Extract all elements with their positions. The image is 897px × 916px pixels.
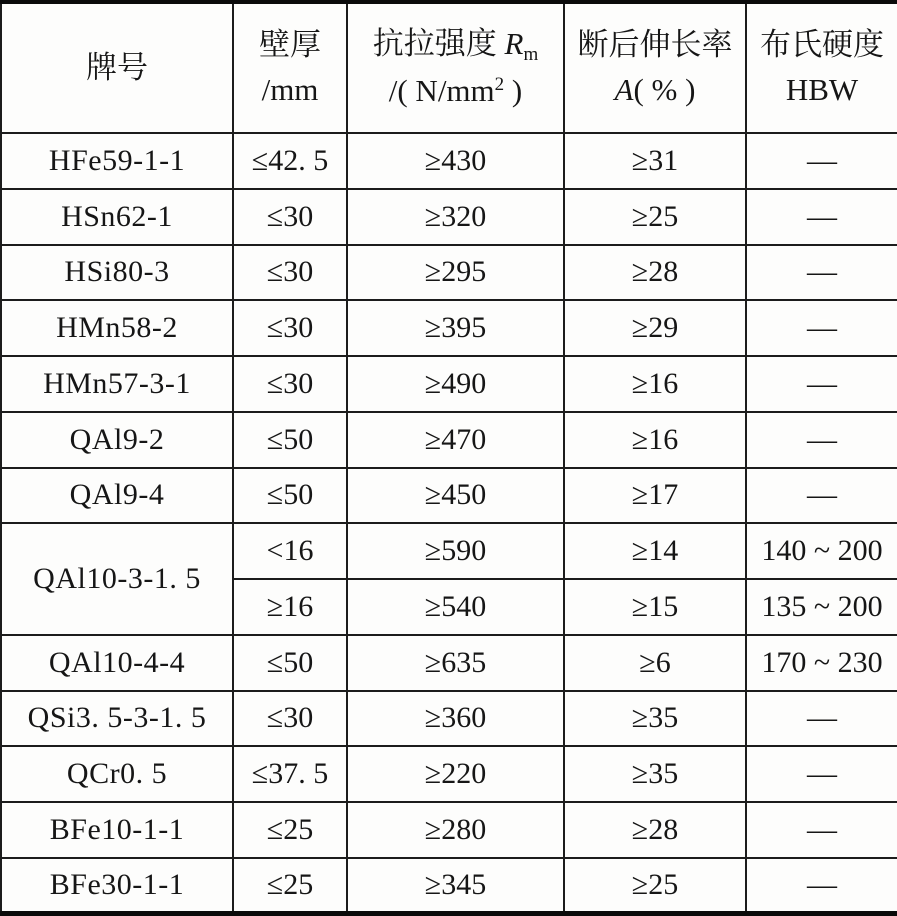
tensile-symbol: R: [504, 26, 524, 62]
hardness-cell: 140 ~ 200: [746, 523, 897, 579]
grade-cell: QAl9-4: [1, 468, 233, 524]
table-row: [1, 468, 897, 524]
elongation-cell: ≥25: [564, 189, 746, 245]
elongation-cell: ≥31: [564, 133, 746, 189]
tensile-cell: ≥470: [347, 412, 564, 468]
table-row: [1, 802, 897, 858]
wall-thickness-cell: ≤50: [233, 635, 347, 691]
tensile-cell: ≥635: [347, 635, 564, 691]
grade-cell: QAl10-4-4: [1, 635, 233, 691]
hardness-cell: —: [746, 189, 897, 245]
tensile-cell: ≥220: [347, 746, 564, 802]
header-wall-line1: 壁厚: [259, 27, 321, 63]
elongation-cell: ≥28: [564, 802, 746, 858]
grade-cell: BFe10-1-1: [1, 802, 233, 858]
wall-thickness-cell: ≤50: [233, 468, 347, 524]
table-row: [1, 691, 897, 747]
hardness-cell: —: [746, 412, 897, 468]
header-hardness-line2: HBW: [785, 72, 859, 107]
hardness-cell: —: [746, 746, 897, 802]
wall-thickness-cell: ≤30: [233, 356, 347, 412]
tensile-cell: ≥280: [347, 802, 564, 858]
grade-cell: HFe59-1-1: [1, 133, 233, 189]
tensile-cell: ≥450: [347, 468, 564, 524]
table-row: [1, 412, 897, 468]
hardness-cell: —: [746, 858, 897, 914]
wall-thickness-cell: <16: [233, 523, 347, 579]
header-elongation: [564, 2, 746, 133]
tensile-cell: ≥345: [347, 858, 564, 914]
table-row: [1, 300, 897, 356]
elongation-cell: ≥6: [564, 635, 746, 691]
hardness-cell: —: [746, 802, 897, 858]
wall-thickness-cell: ≤30: [233, 691, 347, 747]
wall-thickness-cell: ≤50: [233, 412, 347, 468]
table-row: [1, 245, 897, 301]
grade-cell: HMn57-3-1: [1, 356, 233, 412]
wall-thickness-cell: ≤37. 5: [233, 746, 347, 802]
tensile-symbol-subscript: m: [523, 44, 539, 66]
tensile-cell: ≥430: [347, 133, 564, 189]
tensile-cell: ≥395: [347, 300, 564, 356]
table-row: [1, 356, 897, 412]
tensile-cell: ≥295: [347, 245, 564, 301]
elongation-cell: ≥16: [564, 412, 746, 468]
tensile-cell: ≥490: [347, 356, 564, 412]
header-grade: [1, 2, 233, 133]
hardness-cell: 135 ~ 200: [746, 579, 897, 635]
elongation-cell: ≥14: [564, 523, 746, 579]
elongation-cell: ≥17: [564, 468, 746, 524]
wall-thickness-cell: ≤25: [233, 858, 347, 914]
tensile-cell: ≥540: [347, 579, 564, 635]
tensile-cell: ≥590: [347, 523, 564, 579]
header-hardness-line1: 布氏硬度: [760, 27, 884, 63]
tensile-unit-superscript: 2: [494, 73, 505, 95]
tensile-cell: ≥360: [347, 691, 564, 747]
table-row: [1, 523, 897, 579]
elongation-cell: ≥28: [564, 245, 746, 301]
table-row: [1, 858, 897, 914]
wall-thickness-cell: ≤30: [233, 300, 347, 356]
grade-cell: QSi3. 5-3-1. 5: [1, 691, 233, 747]
header-row: [1, 2, 897, 133]
hardness-cell: —: [746, 133, 897, 189]
header-tensile-strength: [347, 2, 564, 133]
table-row: [1, 189, 897, 245]
header-grade-label: 牌号: [86, 49, 148, 85]
elongation-cell: ≥35: [564, 691, 746, 747]
table-row: [1, 746, 897, 802]
wall-thickness-cell: ≤30: [233, 245, 347, 301]
wall-thickness-cell: ≤30: [233, 189, 347, 245]
grade-cell: HMn58-2: [1, 300, 233, 356]
header-elongation-line1: 断后伸长率: [577, 27, 733, 63]
elongation-cell: ≥29: [564, 300, 746, 356]
grade-cell: HSn62-1: [1, 189, 233, 245]
elongation-symbol: A: [614, 72, 634, 107]
header-tensile-line2: /( $N/mm^2$ ): [388, 72, 523, 108]
hardness-cell: —: [746, 356, 897, 412]
hardness-cell: —: [746, 300, 897, 356]
table-row: [1, 133, 897, 189]
grade-cell: QCr0. 5: [1, 746, 233, 802]
wall-thickness-cell: ≤25: [233, 802, 347, 858]
grade-cell: BFe30-1-1: [1, 858, 233, 914]
header-wall-thickness: [233, 2, 347, 133]
elongation-cell: ≥16: [564, 356, 746, 412]
grade-cell: QAl9-2: [1, 412, 233, 468]
header-tensile-line1: 抗拉强度 Rm: [372, 26, 539, 66]
wall-thickness-cell: ≥16: [233, 579, 347, 635]
elongation-cell: ≥25: [564, 858, 746, 914]
tensile-cell: ≥320: [347, 189, 564, 245]
grade-cell: HSi80-3: [1, 245, 233, 301]
hardness-cell: —: [746, 468, 897, 524]
wall-thickness-cell: ≤42. 5: [233, 133, 347, 189]
hardness-cell: —: [746, 245, 897, 301]
elongation-cell: ≥35: [564, 746, 746, 802]
elongation-cell: ≥15: [564, 579, 746, 635]
header-hardness: [746, 2, 897, 133]
table-row: [1, 635, 897, 691]
grade-cell: QAl10-3-1. 5: [1, 523, 233, 635]
hardness-cell: —: [746, 691, 897, 747]
header-wall-line2: /mm: [261, 72, 319, 107]
header-elongation-line2: A( % ): [614, 72, 696, 107]
hardness-cell: 170 ~ 230: [746, 635, 897, 691]
